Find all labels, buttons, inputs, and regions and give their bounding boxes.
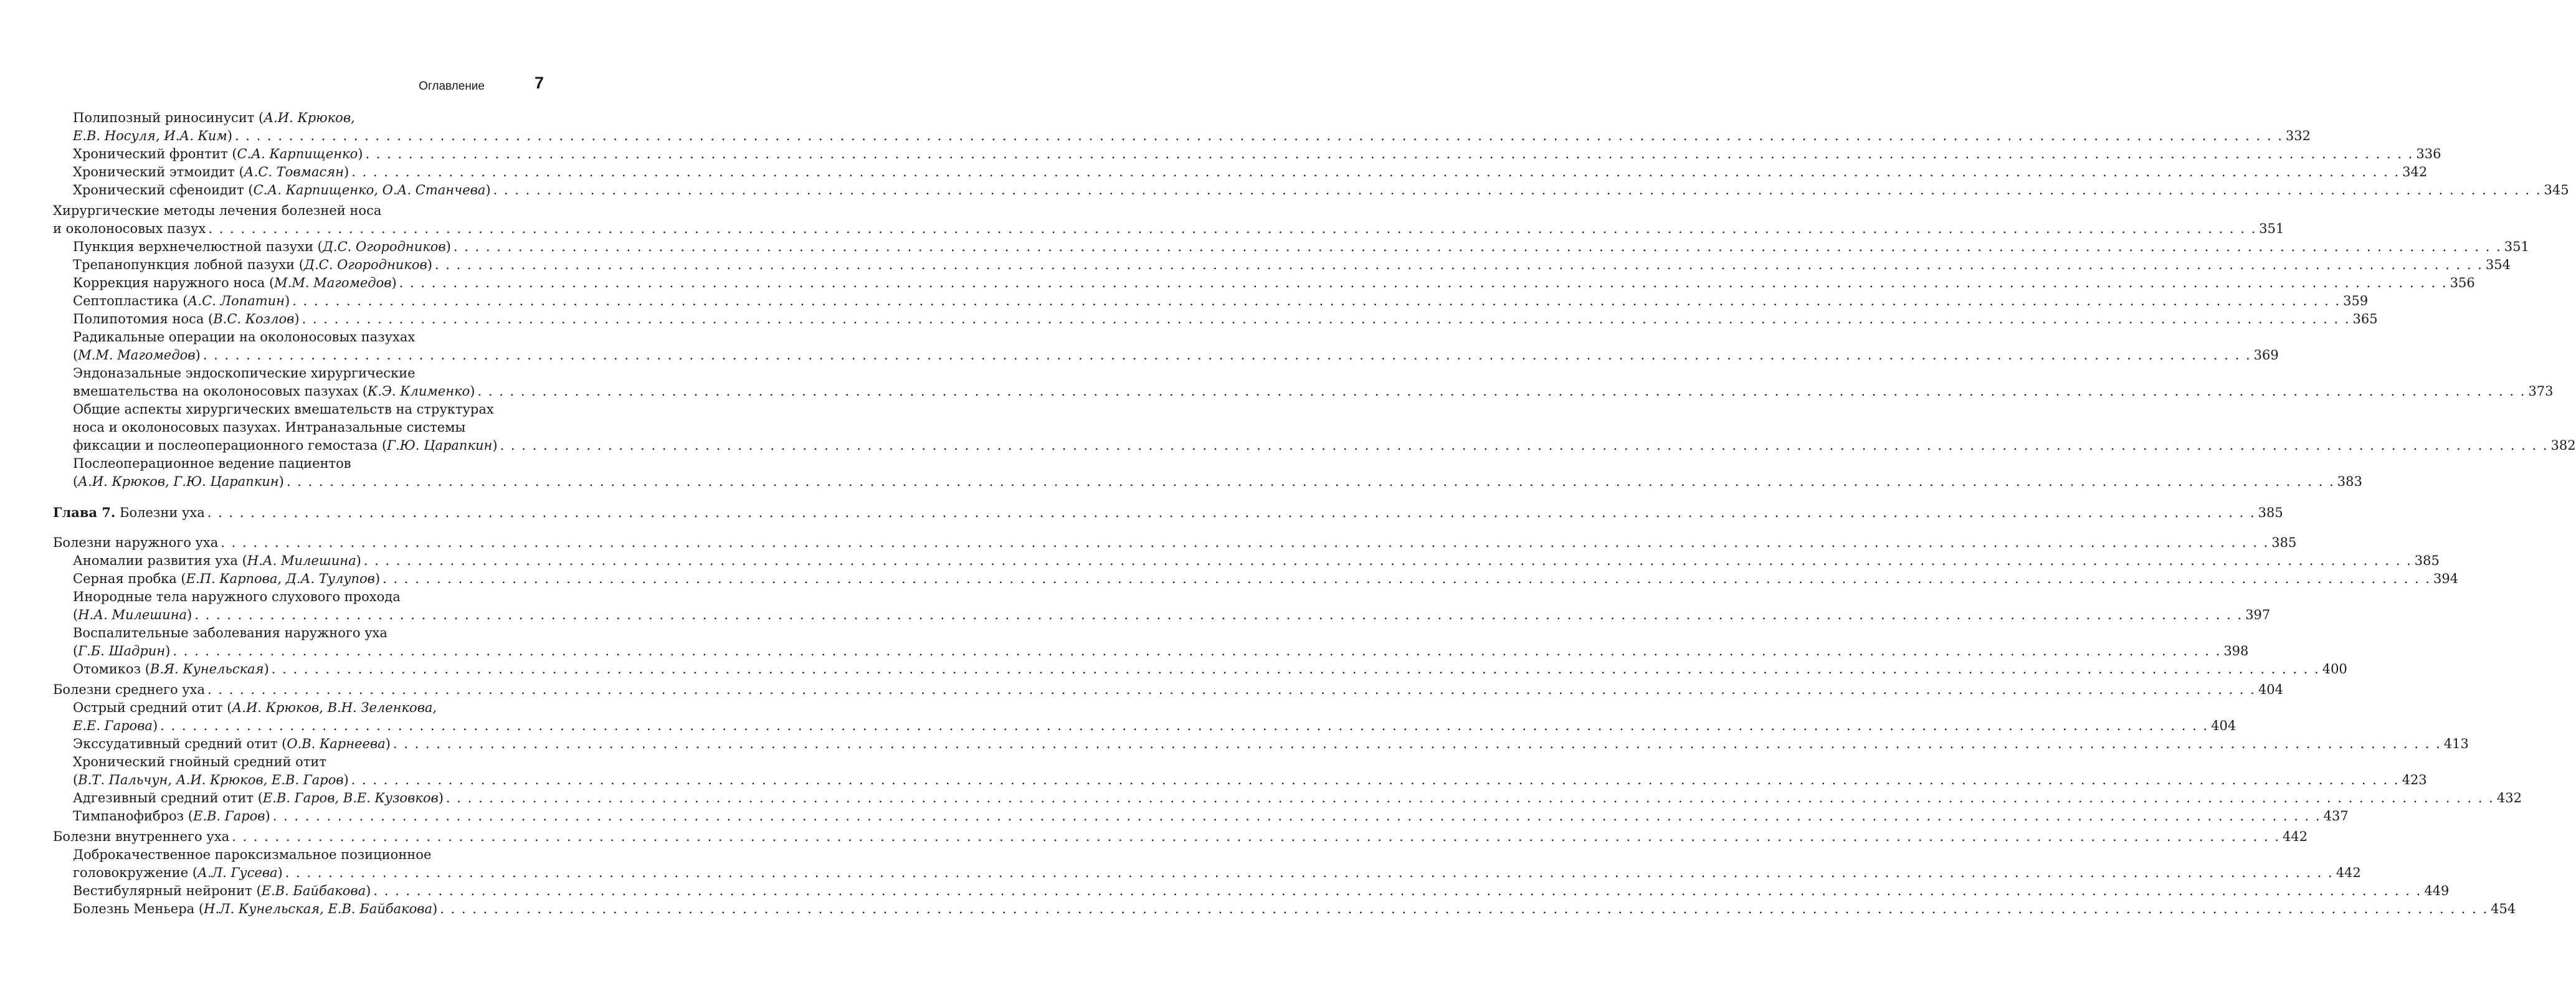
toc-entry-title: Болезнь Меньера (Н.Л. Кунельская, Е.В. Байбакова) <box>73 901 438 916</box>
toc-entry-title: и околоносовых пазух <box>53 221 206 236</box>
toc-page-number: 382 <box>2550 438 2576 453</box>
toc-entry[interactable] <box>53 292 2369 310</box>
toc-page-number: 400 <box>2322 662 2347 676</box>
toc-entry-title: Полипозный риносинусит (А.И. Крюков, <box>73 110 355 125</box>
toc-page-number: 345 <box>2544 183 2569 197</box>
toc-entry-title: Общие аспекты хирургических вмешательств на структурах <box>73 402 494 417</box>
toc-entry[interactable] <box>53 900 2516 918</box>
dot-leader <box>284 473 2337 491</box>
toc-entry[interactable] <box>53 181 2569 199</box>
toc-entry[interactable] <box>53 624 2249 660</box>
toc-entry[interactable] <box>53 882 2450 900</box>
toc-chapter[interactable] <box>53 503 2283 521</box>
dot-leader <box>451 238 2504 256</box>
toc-page-number: 404 <box>2211 718 2236 733</box>
toc-entry[interactable] <box>53 570 2459 588</box>
toc-entry-title: Болезни внутреннего уха <box>53 829 230 844</box>
dot-leader <box>498 437 2551 455</box>
toc-entry-title: Хирургические методы лечения болезней носа <box>53 203 382 218</box>
toc-page-number: 385 <box>2258 505 2283 520</box>
toc-entry-title: вмешательства на околоносовых пазухах (К.Э. Клименко) <box>73 384 475 399</box>
dot-leader <box>300 310 2353 328</box>
toc-entry-title: (М.М. Магомедов) <box>73 348 201 363</box>
toc-entry-title: Септопластика (А.С. Лопатин) <box>73 293 290 308</box>
toc-section[interactable] <box>53 202 2284 238</box>
header-title: Оглавление <box>419 80 485 93</box>
toc-page-number: 365 <box>2352 311 2378 326</box>
toc-entry[interactable] <box>53 256 2511 274</box>
toc-entry-title: Трепанопункция лобной пазухи (Д.С. Огородников) <box>73 257 432 272</box>
toc-entry[interactable] <box>53 274 2475 292</box>
toc-page-number: 432 <box>2496 790 2522 805</box>
toc-page-number: 394 <box>2433 571 2459 586</box>
toc-page-number: 454 <box>2491 901 2516 916</box>
toc-page-number: 354 <box>2485 257 2511 272</box>
toc-entry-title: Пункция верхнечелюстной пазухи (Д.С. Огородников) <box>73 239 451 254</box>
toc-entry-title: Экссудативный средний отит (О.В. Карнеева) <box>73 736 391 751</box>
toc-page-number: 336 <box>2416 146 2441 161</box>
dot-leader <box>361 552 2415 570</box>
dot-leader <box>437 900 2491 918</box>
dot-leader <box>270 807 2324 825</box>
toc-page-number: 332 <box>2285 128 2311 143</box>
dot-leader <box>205 681 2258 699</box>
dot-leader <box>444 789 2497 807</box>
table-of-contents <box>53 109 2576 918</box>
toc-page-number: 442 <box>2283 829 2308 844</box>
toc-entry-title: Адгезивный средний отит (Е.В. Гаров, В.Е. Кузовков) <box>73 790 444 805</box>
toc-entry[interactable] <box>53 846 2361 882</box>
toc-entry[interactable] <box>53 753 2427 789</box>
toc-entry[interactable] <box>53 455 2362 491</box>
toc-entry-title: Аномалии развития уха (Н.А. Милешина) <box>73 553 361 568</box>
toc-entry-title: Эндоназальные эндоскопические хирургические <box>73 366 416 381</box>
toc-entry-title: Болезни наружного уха <box>53 535 219 550</box>
toc-page-number: 373 <box>2528 384 2554 399</box>
toc-entry[interactable] <box>53 699 2236 735</box>
toc-entry-title: (Г.Б. Шадрин) <box>73 643 171 658</box>
toc-entry-title: Отомикоз (В.Я. Кунельская) <box>73 662 269 676</box>
toc-entry[interactable] <box>53 552 2440 570</box>
toc-entry[interactable] <box>53 163 2428 181</box>
dot-leader <box>380 570 2433 588</box>
page-number: 7 <box>534 74 544 92</box>
toc-section[interactable] <box>53 828 2308 846</box>
toc-page-number: 385 <box>2414 553 2440 568</box>
toc-entry-title: носа и околоносовых пазухах. Интраназальные системы <box>73 420 466 435</box>
toc-page-number: 342 <box>2402 164 2428 179</box>
dot-leader <box>170 642 2223 660</box>
dot-leader <box>232 127 2286 145</box>
toc-entry[interactable] <box>53 789 2522 807</box>
toc-entry[interactable] <box>53 328 2279 364</box>
toc-entry-title: Болезни среднего уха <box>53 682 205 697</box>
toc-page-number: 369 <box>2253 348 2279 363</box>
toc-entry[interactable] <box>53 364 2554 401</box>
toc-entry-title: Полипотомия носа (В.С. Козлов) <box>73 311 300 326</box>
toc-entry[interactable] <box>53 145 2441 163</box>
dot-leader <box>201 346 2254 364</box>
toc-entry-title: (В.Т. Пальчун, А.И. Крюков, Е.В. Гаров) <box>73 772 349 787</box>
dot-leader <box>218 534 2271 552</box>
toc-entry-title: фиксации и послеоперационного гемостаза (Г.Ю. Царапкин) <box>73 438 498 453</box>
dot-leader <box>491 181 2544 199</box>
dot-leader <box>397 274 2450 292</box>
toc-entry-title: Вестибулярный нейронит (Е.В. Байбакова) <box>73 883 371 898</box>
dot-leader <box>290 292 2343 310</box>
toc-entry-title: Е.Е. Гарова) <box>73 718 158 733</box>
toc-page-number: 359 <box>2343 293 2369 308</box>
toc-entry-title: Глава 7. Болезни уха <box>53 505 205 520</box>
toc-entry[interactable] <box>53 807 2349 825</box>
toc-page-number: 351 <box>2259 221 2284 236</box>
dot-leader <box>349 163 2402 181</box>
toc-entry-title: Радикальные операции на околоносовых пазухах <box>73 330 416 344</box>
toc-entry[interactable] <box>53 735 2469 753</box>
toc-page-number: 437 <box>2323 809 2349 823</box>
dot-leader <box>205 504 2258 522</box>
dot-leader <box>283 864 2336 882</box>
dot-leader <box>391 735 2444 753</box>
toc-entry-title: Послеоперационное ведение пациентов <box>73 456 351 471</box>
toc-entry-title: Хронический гнойный средний отит <box>73 754 327 769</box>
dot-leader <box>363 145 2416 163</box>
toc-entry-title: Воспалительные заболевания наружного уха <box>73 625 387 640</box>
toc-entry-title: Е.В. Носуля, И.А. Ким) <box>73 128 232 143</box>
toc-entry-title: Тимпанофиброз (Е.В. Гаров) <box>73 809 270 823</box>
dot-leader <box>229 828 2283 846</box>
toc-entry-title: Инородные тела наружного слухового прохода <box>73 589 401 604</box>
toc-page-number: 404 <box>2258 682 2284 697</box>
toc-section[interactable] <box>53 681 2284 699</box>
dot-leader <box>432 256 2486 274</box>
toc-page-number: 397 <box>2245 607 2271 622</box>
toc-page-number: 398 <box>2223 643 2249 658</box>
dot-leader <box>349 771 2402 789</box>
toc-entry[interactable] <box>53 401 2576 455</box>
dot-leader <box>206 220 2259 238</box>
toc-page-number: 351 <box>2504 239 2529 254</box>
running-header <box>0 74 544 96</box>
toc-entry-title: Доброкачественное пароксизмальное позиционное <box>73 847 432 862</box>
toc-entry-title: (А.И. Крюков, Г.Ю. Царапкин) <box>73 474 284 489</box>
toc-page-number: 449 <box>2424 883 2450 898</box>
toc-page-number: 442 <box>2336 865 2361 880</box>
toc-entry-title: головокружение (А.Л. Гусева) <box>73 865 283 880</box>
toc-page-number: 413 <box>2443 736 2469 751</box>
toc-entry[interactable] <box>53 238 2529 256</box>
toc-entry-title: Серная пробка (Е.П. Карпова, Д.А. Тулупов) <box>73 571 381 586</box>
dot-leader <box>192 606 2245 624</box>
toc-entry[interactable] <box>53 588 2271 624</box>
toc-page-number: 383 <box>2337 474 2362 489</box>
toc-entry-title: (Н.А. Милешина) <box>73 607 192 622</box>
toc-entry-title: Острый средний отит (А.И. Крюков, В.Н. Зеленкова, <box>73 700 437 715</box>
toc-entry[interactable] <box>53 660 2347 678</box>
toc-entry-title: Коррекция наружного носа (М.М. Магомедов) <box>73 275 397 290</box>
dot-leader <box>475 382 2529 401</box>
toc-page-number: 356 <box>2450 275 2475 290</box>
dot-leader <box>269 660 2322 678</box>
dot-leader <box>158 717 2211 735</box>
toc-entry-title: Хронический фронтит (С.А. Карпищенко) <box>73 146 363 161</box>
toc-page-number: 385 <box>2271 535 2297 550</box>
toc-entry[interactable] <box>53 109 2311 145</box>
dot-leader <box>371 882 2424 900</box>
toc-page-number: 423 <box>2402 772 2427 787</box>
toc-entry-title: Хронический сфеноидит (С.А. Карпищенко, О.А. Станчева) <box>73 183 491 197</box>
toc-section[interactable] <box>53 534 2297 552</box>
toc-entry-title: Хронический этмоидит (А.С. Товмасян) <box>73 164 349 179</box>
toc-entry[interactable] <box>53 310 2378 328</box>
